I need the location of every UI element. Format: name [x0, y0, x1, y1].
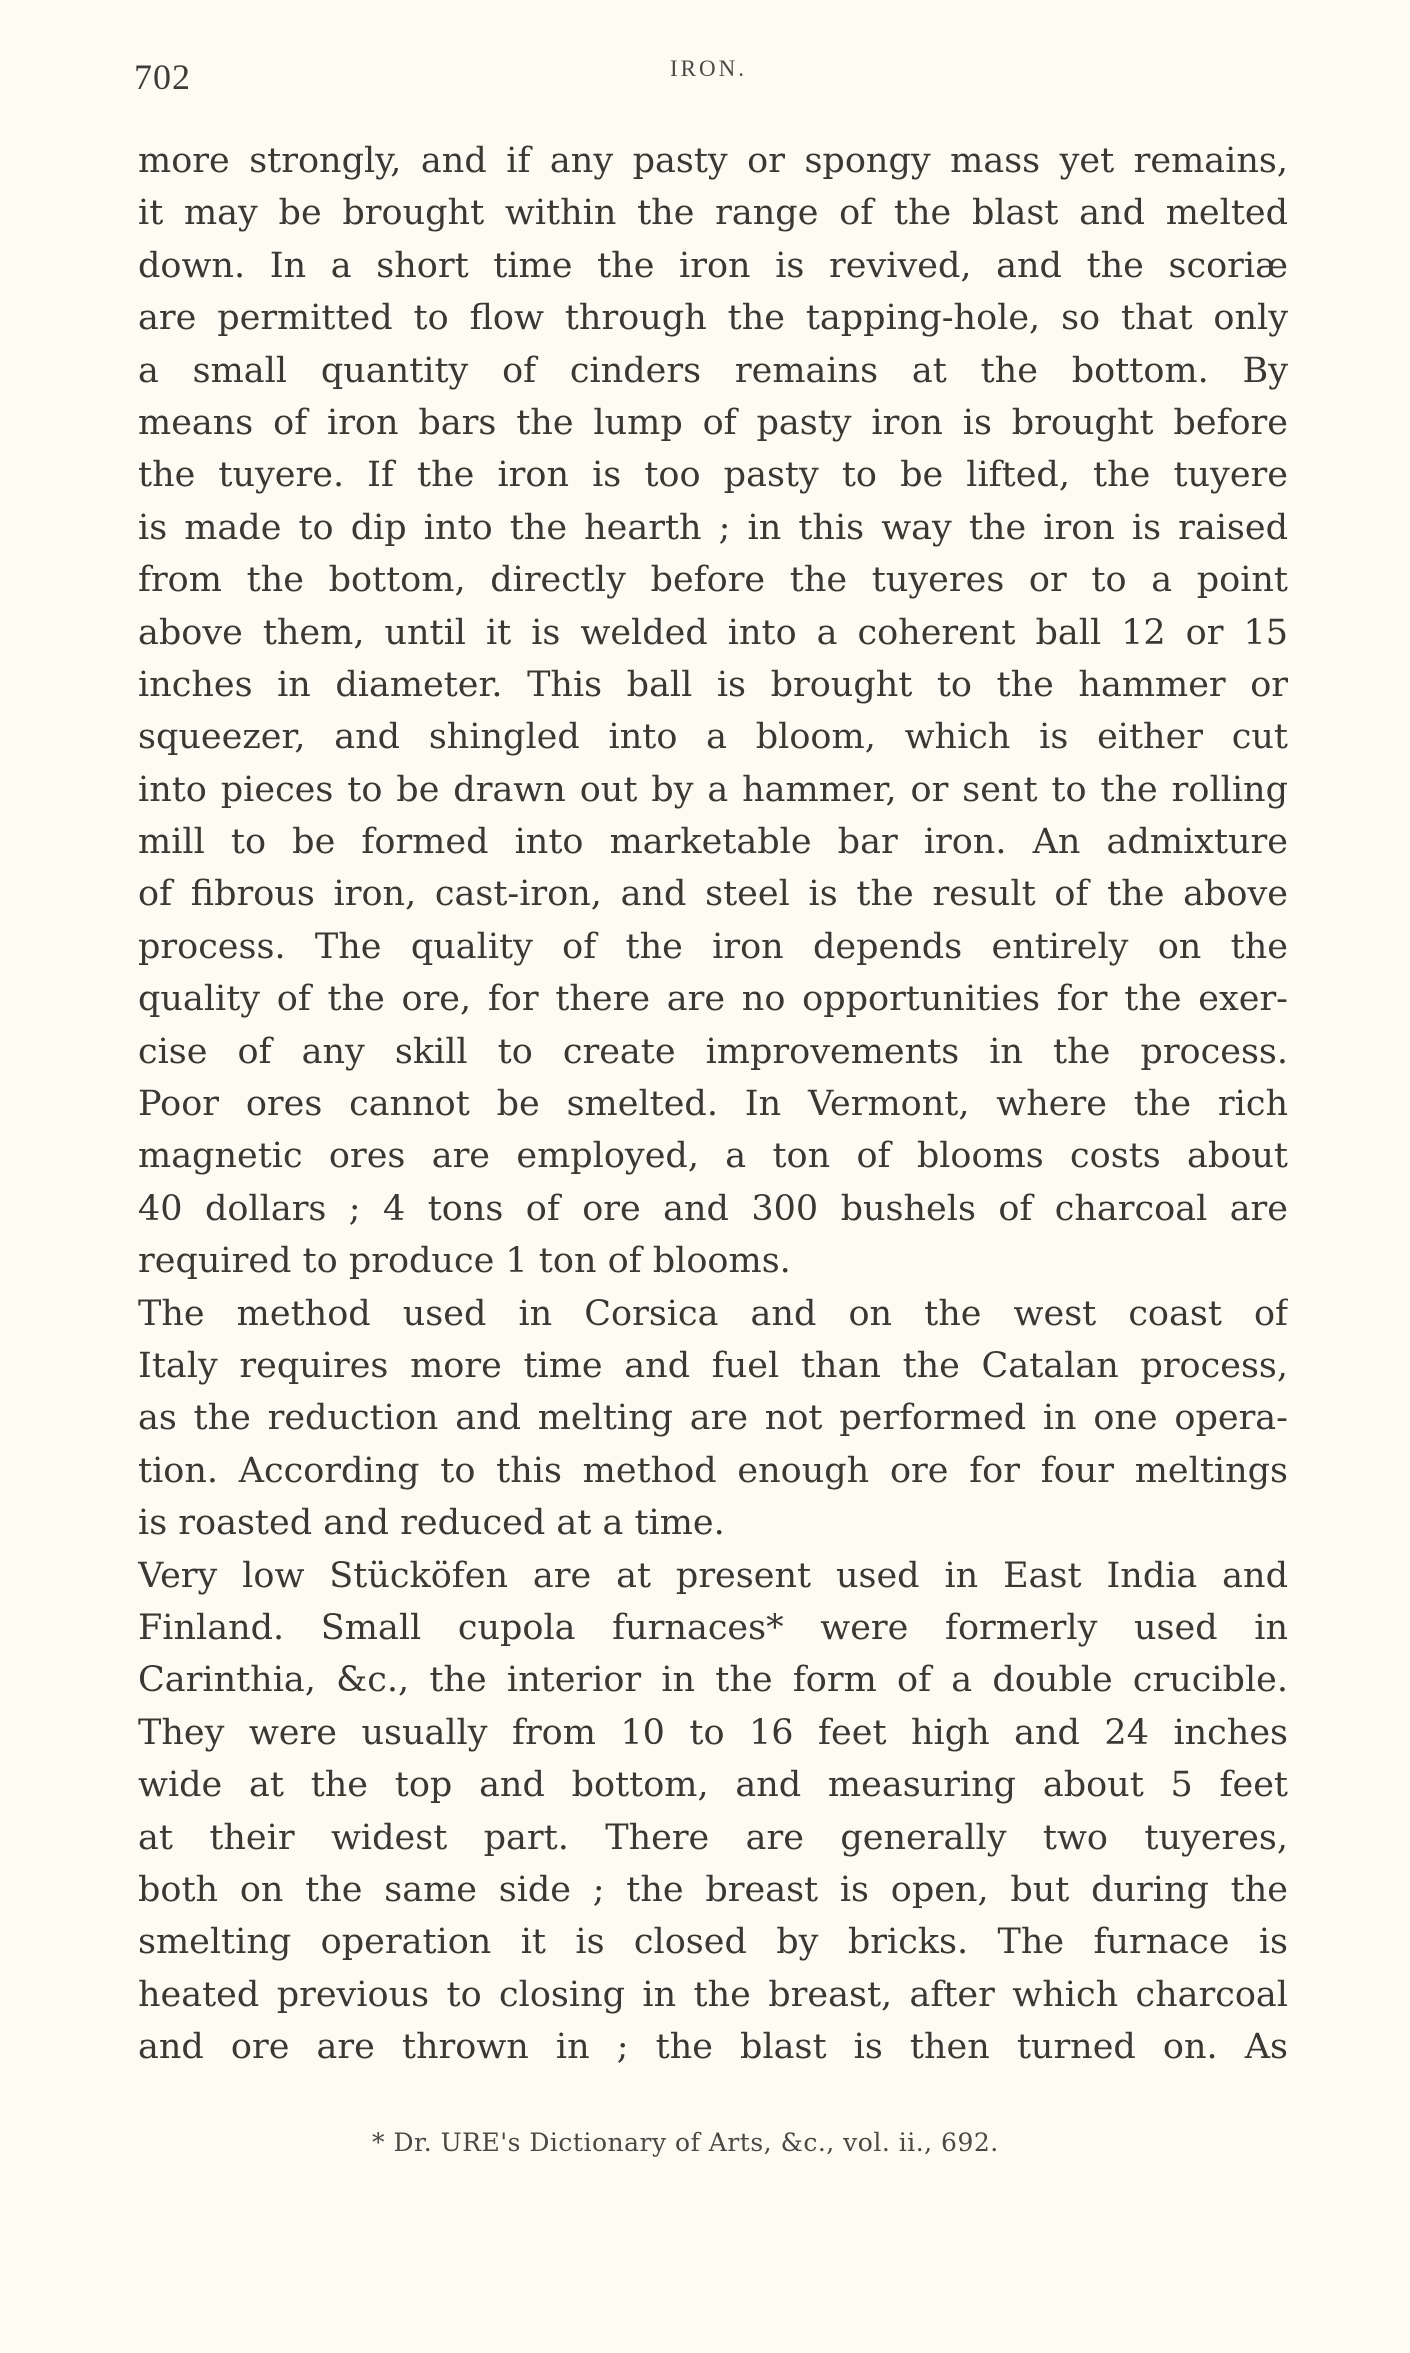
text-line: are permitted to flow through the tapping-hole, so that only — [138, 298, 1288, 339]
text-line: a small quantity of cinders remains at the bottom. By — [138, 350, 1288, 391]
text-line: down. In a short time the iron is revived, and the scoriæ — [138, 245, 1288, 286]
text-line: required to produce 1 ton of blooms. — [138, 1241, 791, 1282]
text-line: smelting operation it is closed by bricks. The furnace is — [138, 1922, 1288, 1963]
text-line: means of iron bars the lump of pasty iron is brought before — [138, 402, 1288, 443]
text-line: into pieces to be drawn out by a hammer, or sent to the rolling — [138, 769, 1288, 810]
text-line: at their widest part. There are generally two tuyeres, — [138, 1817, 1288, 1858]
text-line: above them, until it is welded into a coherent ball 12 or 15 — [138, 612, 1288, 653]
text-line: cise of any skill to create improvements in the process. — [138, 1031, 1288, 1072]
text-line: more strongly, and if any pasty or spongy mass yet remains, — [138, 141, 1288, 181]
text-line: Italy requires more time and fuel than the Catalan process, — [138, 1345, 1288, 1386]
text-line: Very low Stücköfen are at present used in East India and — [138, 1555, 1288, 1596]
text-line: 40 dollars ; 4 tons of ore and 300 bushels of charcoal are — [138, 1188, 1288, 1229]
text-line: is made to dip into the hearth ; in this way the iron is raised — [138, 507, 1288, 548]
text-line: mill to be formed into marketable bar iron. An admixture — [138, 822, 1288, 863]
body-text — [138, 135, 1288, 2073]
text-line: Finland. Small cupola furnaces* were formerly used in — [138, 1607, 1288, 1648]
text-line: heated previous to closing in the breast, after which charcoal — [138, 1974, 1288, 2015]
page-number: 702 — [134, 57, 191, 97]
text-line: both on the same side ; the breast is open, but during the — [138, 1869, 1288, 1910]
text-line: magnetic ores are employed, a ton of blooms costs about — [138, 1136, 1288, 1177]
text-line: wide at the top and bottom, and measuring about 5 feet — [138, 1765, 1288, 1806]
text-line: it may be brought within the range of the blast and melted — [138, 193, 1288, 234]
text-line: is roasted and reduced at a time. — [138, 1503, 725, 1544]
footnote: * Dr. URE's Dictionary of Arts, &c., vol. ii., 692. — [372, 2128, 999, 2157]
text-line: as the reduction and melting are not performed in one opera- — [138, 1398, 1288, 1439]
text-line: They were usually from 10 to 16 feet high and 24 inches — [138, 1712, 1288, 1753]
text-line: of fibrous iron, cast-iron, and steel is the result of the above — [138, 874, 1288, 915]
text-line: The method used in Corsica and on the west coast of — [138, 1293, 1288, 1334]
text-line: quality of the ore, for there are no opportunities for the exer- — [138, 979, 1288, 1020]
text-line: from the bottom, directly before the tuyeres or to a point — [138, 560, 1288, 601]
text-line: Poor ores cannot be smelted. In Vermont, where the rich — [138, 1084, 1288, 1125]
text-line: inches in diameter. This ball is brought to the hammer or — [138, 664, 1288, 705]
text-line: process. The quality of the iron depends entirely on the — [138, 926, 1288, 967]
text-line: and ore are thrown in ; the blast is then turned on. As — [138, 2027, 1288, 2068]
text-line: the tuyere. If the iron is too pasty to be lifted, the tuyere — [138, 455, 1288, 496]
text-line: Carinthia, &c., the interior in the form of a double crucible. — [138, 1660, 1288, 1701]
page-header — [130, 50, 1290, 110]
text-line: squeezer, and shingled into a bloom, which is either cut — [138, 717, 1288, 758]
running-head: IRON. — [670, 56, 747, 81]
text-line: tion. According to this method enough ore for four meltings — [138, 1450, 1288, 1491]
